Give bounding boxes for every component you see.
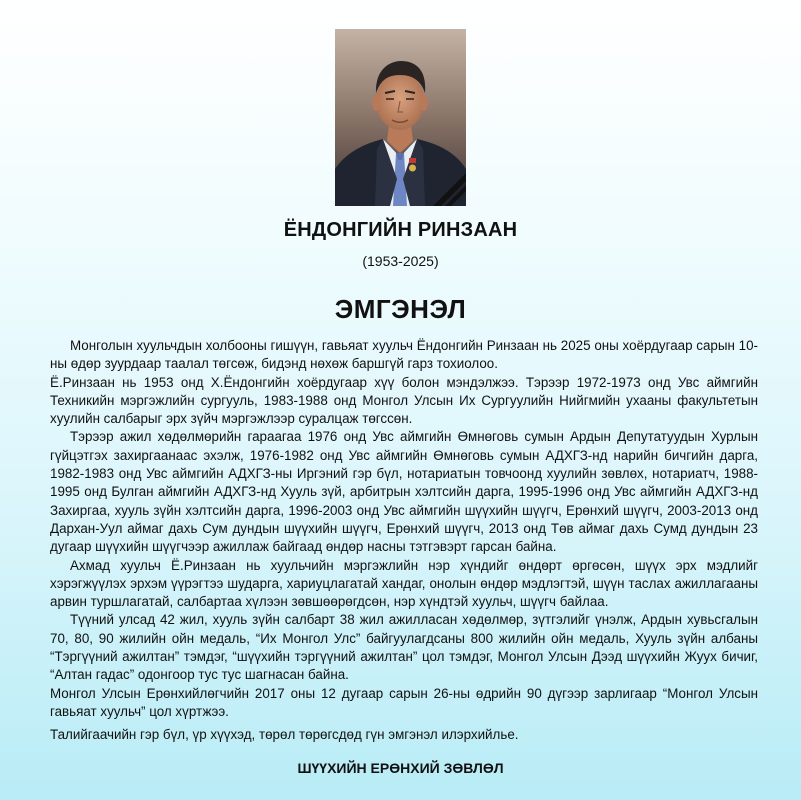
paragraph-awards: Түүний улсад 42 жил, хууль зүйн салбарт 38 жил ажилласан хөдөлмөр, зүтгэлийг үнэлж, Ардын хувьсгалын 70, 80, 90 жилийн ойн медаль, “Их Монгол Улс” байгуулагдсаны 800 жилийн ойн медаль, Хууль зүйн албаны “Тэргүүний ажилтан” тэмдэг, “шүүхийн тэргүүний ажилтан” цол тэмдэг, Монгол Улсын Дээд шүүхийн Жуух бичиг, “Алтан гадас” одонгоор тус тус шагнасан байна.	[50, 612, 758, 683]
life-years: (1953-2025)	[362, 253, 439, 269]
paragraph-education: Ё.Ринзаан нь 1953 онд Х.Ёндонгийн хоёрдугаар хүү болон мэндэлжээ. Тэрээр 1972-1973 онд Увс аймгийн Техникийн мэргэжлийн сургууль, 1983-1988 онд Монгол Улсын Их Сургуулийн Нийгмийн ухааны факультетын хуулийн салбарыг эрх зүйч мэргэжлээр суралцаж төгссөн.	[50, 374, 758, 427]
signature-organization: ШҮҮХИЙН ЕРӨНХИЙ ЗӨВЛӨЛ	[297, 760, 504, 776]
memorial-portrait-icon	[335, 29, 466, 206]
obituary-text	[50, 337, 758, 745]
person-name: ЁНДОНГИЙН РИНЗААН	[283, 219, 518, 241]
obituary-heading: ЭМГЭНЭЛ	[334, 294, 467, 324]
paragraph-career: Тэрээр ажил хөдөлмөрийн гараагаа 1976 онд Увс аймгийн Өмнөговь сумын Ардын Депутатуудын Хурлын гүйцэтгэх захиргаанаас эхэлж, 1976-1982 онд Увс аймгийн Өмнөговь сумын АДХГЗ-нд нарийн бичгийн дарга, 1982-1983 онд Увс аймгийн АДХГЗ-ны Иргэний гэр бүл, нотариатын товчоонд хуулийн зөвлөх, нотариатч, 1988-1995 онд Булган аймгийн АДХГЗ-нд Хууль зүй, арбитрын хэлтсийн дарга, 1995-1996 онд Увс аймгийн АДХГЗ-нд Захиргаа, хууль зүйн хэлтсийн дарга, 1996-2003 онд Увс аймгийн шүүхийн шүүгч, Ерөнхий шүүгч, 2003-2013 онд Дархан-Уул аймаг дахь Сум дундын шүүхийн шүүгч, Ерөнхий шүүгч, 2013 онд Төв аймаг дахь Сумд дундын 23 дугаар шүүхийн шүүгчээр ажиллаж байгаад өндөр насны тэтгэвэрт гарсан байна.	[50, 429, 758, 555]
paragraph-condolence: Талийгаачийн гэр бүл, үр хүүхэд, төрөл төрөгсдөд гүн эмгэнэл илэрхийлье.	[50, 727, 519, 743]
portrait-photo	[335, 29, 466, 206]
paragraph-intro: Монголын хуульчдын холбооны гишүүн, гавьяат хуульч Ёндонгийн Ринзаан нь 2025 оны хоёрдугаар сарын 10-ны өдөр зуурдаар таалал төгсөж, бидэнд нөхөж баршгүй гарз тохиолоо.	[50, 338, 758, 372]
paragraph-character: Ахмад хуульч Ё.Ринзаан нь хуульчийн мэргэжлийн нэр хүндийг өндөрт өргөсөн, шүүх эрх мэдлийг хэрэгжүүлэх эрхэм үүрэгтээ шударга, хариуцлагатай хандаг, онолын өндөр мэдлэгтэй, шүүн таслах ажиллагааны арвин туршлагатай, салбартаа хүлээн зөвшөөрөгдсөн, нэр хүндтэй хуульч, шүүгч байлаа.	[50, 557, 758, 610]
paragraph-title: Монгол Улсын Ерөнхийлөгчийн 2017 оны 12 дугаар сарын 26-ны өдрийн 90 дүгээр зарлигаар “Монгол Улсын гавьяат хуульч” цол хүртжээ.	[50, 685, 758, 719]
